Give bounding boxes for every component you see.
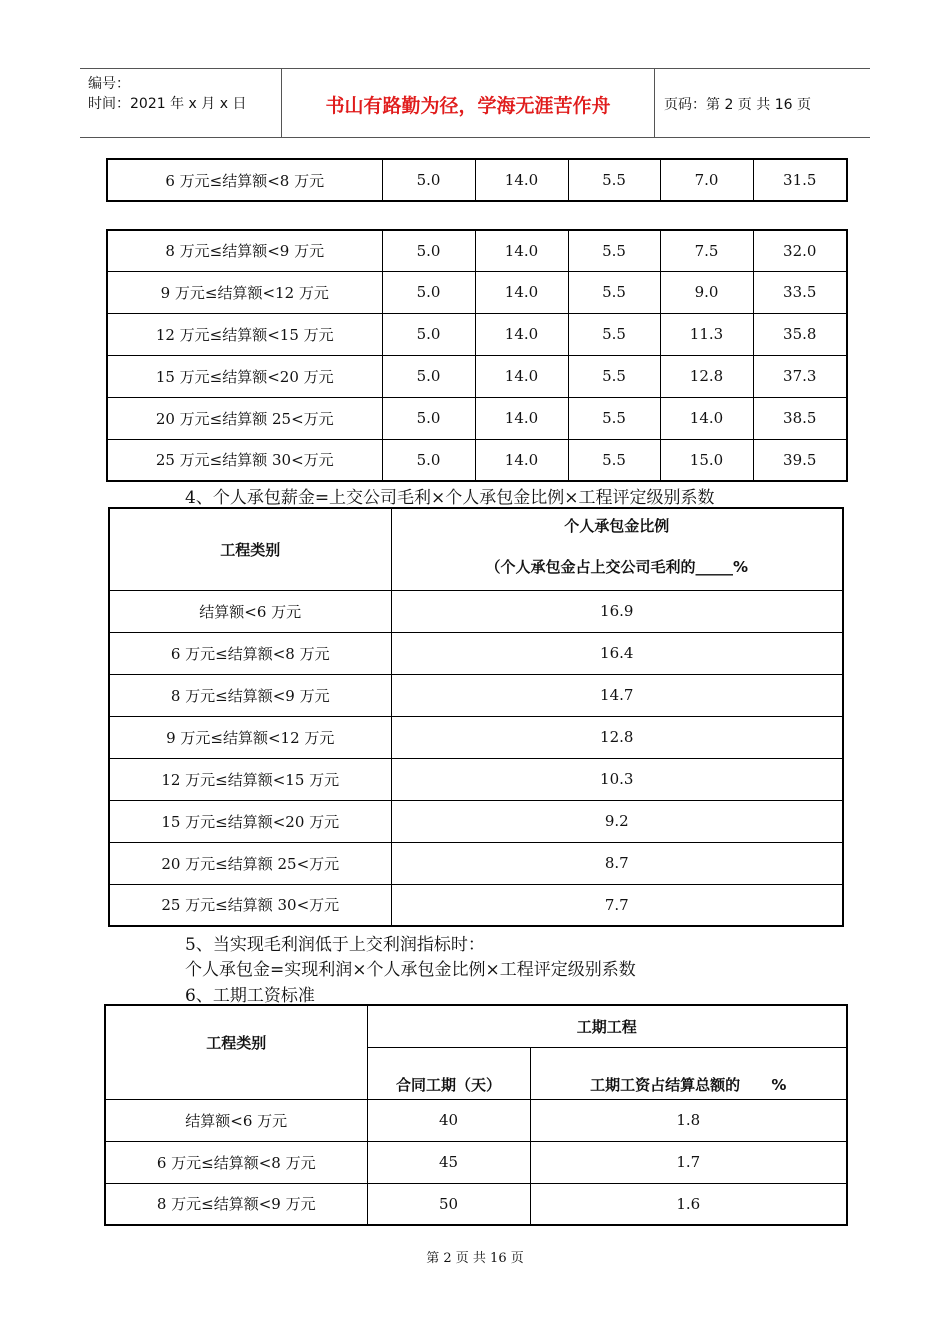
table-settlement-rates (106, 229, 848, 482)
table-cell: 5.5 (568, 159, 660, 201)
table-cell: 14.0 (475, 397, 568, 439)
table-row (107, 313, 847, 355)
table-cell: 12.8 (391, 716, 843, 758)
table-cell: 5.5 (568, 439, 660, 481)
table-cell: 8 万元≤结算额<9 万元 (107, 230, 382, 271)
table-cell: 12 万元≤结算额<15 万元 (109, 758, 391, 800)
table-row (107, 439, 847, 481)
column-header-wage-percent: 工期工资占结算总额的 % (530, 1047, 847, 1099)
ratio-header-line1: 个人承包金比例 (564, 517, 670, 535)
table-cell: 25 万元≤结算额 30<万元 (107, 439, 382, 481)
table-cell: 25 万元≤结算额 30<万元 (109, 884, 391, 926)
table-cell: 5.0 (382, 355, 475, 397)
table-row (107, 159, 847, 201)
table-cell: 45 (367, 1141, 530, 1183)
table-cell: 结算额<6 万元 (105, 1099, 367, 1141)
column-header-category: 工程类别 (105, 1005, 367, 1099)
table-row (107, 355, 847, 397)
table-cell: 12 万元≤结算额<15 万元 (107, 313, 382, 355)
table-row (109, 800, 843, 842)
table-cell: 8 万元≤结算额<9 万元 (105, 1183, 367, 1225)
doc-time-label: 时间：2021 年 x 月 x 日 (88, 96, 247, 112)
table-cell: 6 万元≤结算额<8 万元 (107, 159, 382, 201)
table-duration-wage (104, 1004, 848, 1226)
table-cell: 40 (367, 1099, 530, 1141)
table-cell: 9.0 (660, 271, 753, 313)
table-row (105, 1141, 847, 1183)
table-cell: 14.0 (475, 355, 568, 397)
table-cell: 结算额<6 万元 (109, 590, 391, 632)
table-cell: 9.2 (391, 800, 843, 842)
table-cell: 5.5 (568, 313, 660, 355)
table-cell: 9 万元≤结算额<12 万元 (107, 271, 382, 313)
table-cell: 5.5 (568, 397, 660, 439)
table-row (109, 842, 843, 884)
table-contract-ratio (108, 507, 844, 927)
table-cell: 6 万元≤结算额<8 万元 (109, 632, 391, 674)
table-row (107, 397, 847, 439)
table-cell: 14.0 (475, 439, 568, 481)
table-cell: 5.0 (382, 313, 475, 355)
table-row (109, 758, 843, 800)
column-header-duration: 合同工期（天） (367, 1047, 530, 1099)
table-cell: 6 万元≤结算额<8 万元 (105, 1141, 367, 1183)
table-cell: 11.3 (660, 313, 753, 355)
table-cell: 5.0 (382, 230, 475, 271)
table-cell: 38.5 (753, 397, 847, 439)
header-meta (80, 69, 280, 137)
table-header-row (109, 508, 843, 590)
table-cell: 39.5 (753, 439, 847, 481)
column-header-group: 工期工程 (367, 1005, 847, 1047)
table-cell: 20 万元≤结算额 25<万元 (107, 397, 382, 439)
table-row (107, 230, 847, 271)
doc-number-label: 编号： (88, 76, 130, 92)
section-5-heading: 5、当实现毛利润低于上交利润指标时： (185, 935, 485, 955)
table-cell: 7.5 (660, 230, 753, 271)
header-divider (654, 69, 655, 137)
column-header-ratio (391, 508, 843, 590)
table-cell: 5.0 (382, 397, 475, 439)
section-5-formula: 个人承包金=实现利润×个人承包金比例×工程评定级别系数 (185, 960, 636, 980)
table-cell: 5.5 (568, 355, 660, 397)
table-cell: 15 万元≤结算额<20 万元 (109, 800, 391, 842)
table-cell: 1.6 (530, 1183, 847, 1225)
page-header (80, 68, 870, 138)
table-cell: 20 万元≤结算额 25<万元 (109, 842, 391, 884)
table-cell: 16.4 (391, 632, 843, 674)
table-row (105, 1099, 847, 1141)
table-cell: 12.8 (660, 355, 753, 397)
table-cell: 31.5 (753, 159, 847, 201)
page-footer: 第 2 页 共 16 页 (426, 1251, 524, 1266)
table-cell: 7.7 (391, 884, 843, 926)
table-cell: 14.0 (475, 271, 568, 313)
table-row (109, 884, 843, 926)
header-motto: 书山有路勤为径，学海无涯苦作舟 (325, 95, 611, 117)
table-cell: 14.7 (391, 674, 843, 716)
table-cell: 10.3 (391, 758, 843, 800)
table-row (109, 590, 843, 632)
table-cell: 8 万元≤结算额<9 万元 (109, 674, 391, 716)
table-row (107, 271, 847, 313)
section-6-heading: 6、工期工资标准 (185, 986, 315, 1006)
table-cell: 5.0 (382, 271, 475, 313)
table-row (105, 1183, 847, 1225)
table-cell: 9 万元≤结算额<12 万元 (109, 716, 391, 758)
table-row (109, 674, 843, 716)
table-cell: 33.5 (753, 271, 847, 313)
table-cell: 8.7 (391, 842, 843, 884)
table-cell: 14.0 (475, 230, 568, 271)
table-settlement-continued (106, 158, 848, 202)
table-cell: 14.0 (475, 159, 568, 201)
table-cell: 35.8 (753, 313, 847, 355)
table-cell: 1.8 (530, 1099, 847, 1141)
table-cell: 5.0 (382, 159, 475, 201)
table-cell: 5.5 (568, 230, 660, 271)
table-row (109, 716, 843, 758)
table-cell: 50 (367, 1183, 530, 1225)
header-page-info: 页码：第 2 页 共 16 页 (664, 97, 811, 113)
table-cell: 15.0 (660, 439, 753, 481)
table-cell: 32.0 (753, 230, 847, 271)
table-cell: 7.0 (660, 159, 753, 201)
table-cell: 37.3 (753, 355, 847, 397)
table-cell: 14.0 (660, 397, 753, 439)
table-row (109, 632, 843, 674)
section-4-heading: 4、个人承包薪金=上交公司毛利×个人承包金比例×工程评定级别系数 (185, 488, 715, 508)
table-cell: 16.9 (391, 590, 843, 632)
table-cell: 5.5 (568, 271, 660, 313)
table-cell: 15 万元≤结算额<20 万元 (107, 355, 382, 397)
table-cell: 5.0 (382, 439, 475, 481)
column-header-category: 工程类别 (109, 508, 391, 590)
table-cell: 14.0 (475, 313, 568, 355)
table-cell: 1.7 (530, 1141, 847, 1183)
ratio-header-line2: （个人承包金占上交公司毛利的_____% (485, 558, 749, 576)
table-header-row (105, 1005, 847, 1047)
